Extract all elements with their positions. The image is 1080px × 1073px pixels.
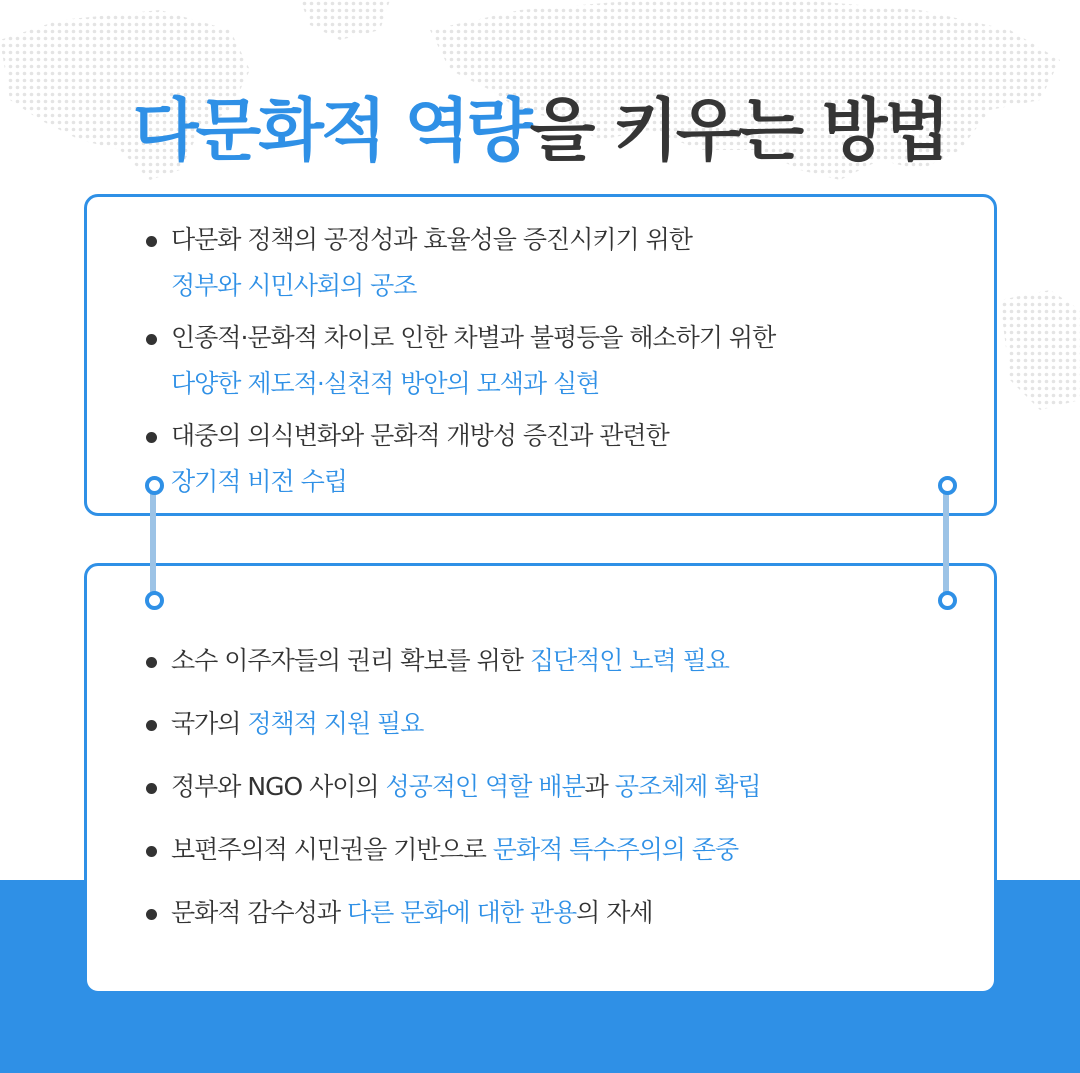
item-text: 과 xyxy=(584,772,615,801)
item-text: 의 자세 xyxy=(576,898,653,927)
item-highlight: 다양한 제도적·실천적 방안의 모색과 실현 xyxy=(171,369,600,398)
bullet-icon xyxy=(146,657,157,668)
title-rest: 을 키우는 방법 xyxy=(529,92,948,171)
item-text: 국가의 xyxy=(171,709,248,738)
item-highlight: 다른 문화에 대한 관용 xyxy=(346,898,577,927)
bullet-icon xyxy=(146,909,157,920)
top-card xyxy=(84,194,997,516)
item-highlight: 문화적 특수주의의 존중 xyxy=(492,835,739,864)
item-text: 대중의 의식변화와 문화적 개방성 증진과 관련한 xyxy=(171,421,669,450)
item-text: 정부와 NGO 사이의 xyxy=(171,772,386,801)
item-highlight: 정부와 시민사회의 공조 xyxy=(171,271,417,300)
item-highlight: 공조체제 확립 xyxy=(614,772,761,801)
item-highlight: 집단적인 노력 필요 xyxy=(529,646,729,675)
list-item xyxy=(171,413,669,505)
item-highlight: 정책적 지원 필요 xyxy=(247,709,424,738)
connector-dot-bottom-right xyxy=(938,591,957,610)
list-item xyxy=(171,890,653,936)
bottom-card xyxy=(84,563,997,994)
connector-right xyxy=(943,485,949,599)
item-text: 인종적·문화적 차이로 인한 차별과 불평등을 해소하기 위한 xyxy=(171,323,776,352)
item-highlight: 성공적인 역할 배분 xyxy=(385,772,585,801)
list-item xyxy=(171,217,692,309)
connector-dot-top-right xyxy=(938,476,957,495)
item-text: 보편주의적 시민권을 기반으로 xyxy=(171,835,493,864)
bullet-icon xyxy=(146,334,157,345)
bullet-icon xyxy=(146,432,157,443)
connector-dot-bottom-left xyxy=(145,591,164,610)
connector-dot-top-left xyxy=(145,476,164,495)
bullet-icon xyxy=(146,236,157,247)
item-text: 소수 이주자들의 권리 확보를 위한 xyxy=(171,646,530,675)
connector-left xyxy=(150,485,156,599)
bullet-icon xyxy=(146,783,157,794)
page-title xyxy=(0,92,1080,172)
list-item xyxy=(171,638,729,684)
list-item xyxy=(171,701,423,747)
item-highlight: 장기적 비전 수립 xyxy=(171,467,347,496)
bullet-icon xyxy=(146,846,157,857)
item-text: 다문화 정책의 공정성과 효율성을 증진시키기 위한 xyxy=(171,225,692,254)
bullet-icon xyxy=(146,720,157,731)
list-item xyxy=(171,764,761,810)
list-item xyxy=(171,315,775,407)
title-highlight: 다문화적 역량 xyxy=(132,92,530,171)
item-text: 문화적 감수성과 xyxy=(171,898,347,927)
list-item xyxy=(171,827,738,873)
